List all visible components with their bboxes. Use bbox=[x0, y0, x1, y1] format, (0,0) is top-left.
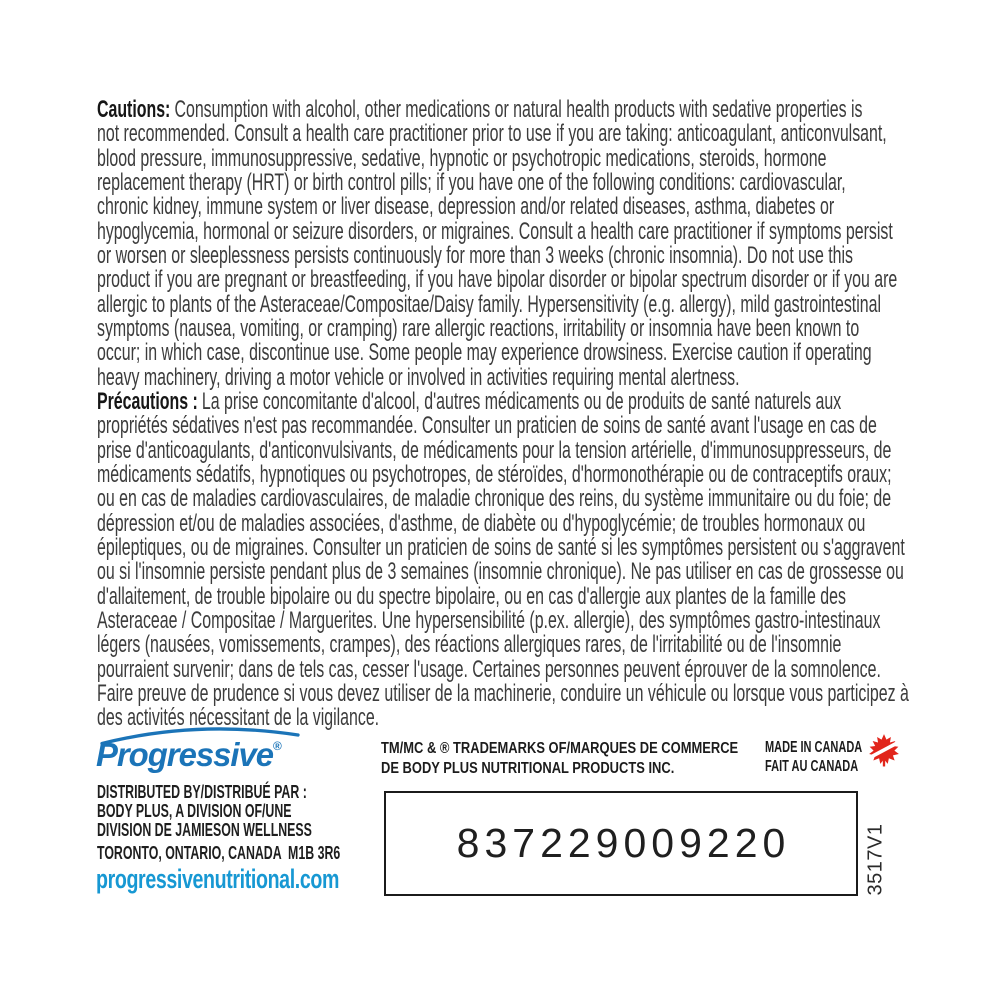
text-line: chronic kidney, immune system or liver disease, depression and/or related diseases, asthma, diabetes or bbox=[97, 193, 835, 221]
precautions-fr-paragraph bbox=[97, 390, 909, 731]
text-line: épileptiques, ou de migraines. Consulter un praticien de soins de santé si les symptômes persistent ou s'aggravent bbox=[97, 533, 905, 561]
text-line: Faire preuve de prudence si vous devez utiliser de la machinerie, conduire un véhicule ou lorsque vous participez à bbox=[97, 679, 909, 707]
lot-code-text: 3517V1 bbox=[864, 823, 887, 895]
text-line: pourraient survenir; dans de tels cas, cesser l'usage. Certaines personnes peuvent éprouver de la somnolence. bbox=[97, 655, 881, 683]
text-line: hypoglycemia, hormonal or seizure disorders, or migraines. Consult a health care practitioner if symptoms persist bbox=[97, 217, 893, 245]
maple-leaf-icon bbox=[866, 733, 902, 767]
text-line: des activités nécessitant de la vigilance. bbox=[97, 704, 380, 732]
text-line: DIVISION DE JAMIESON WELLNESS bbox=[97, 820, 312, 841]
text-line: MADE IN CANADA bbox=[765, 739, 863, 756]
trademark-lines bbox=[381, 739, 738, 778]
text-line: DE BODY PLUS NUTRITIONAL PRODUCTS INC. bbox=[381, 759, 675, 777]
text-line: product if you are pregnant or breastfeeding, if you have bipolar disorder or bipolar spectrum disorder or if you are bbox=[97, 266, 898, 294]
text-line bbox=[97, 98, 897, 122]
text-line: DISTRIBUTED BY/DISTRIBUÉ PAR : bbox=[97, 782, 307, 802]
precautions-heading: Précautions : bbox=[97, 388, 198, 415]
brand-logo bbox=[96, 736, 282, 774]
text-line: not recommended. Consult a health care practitioner prior to use if you are taking: anticoagulant, anticonvulsant, bbox=[97, 120, 887, 148]
text-line: médicaments sédatifs, hypnotiques ou psychotropes, de stéroïdes, d'hormonothérapie ou de contraceptifs oraux; bbox=[97, 460, 892, 488]
distributor-lines bbox=[97, 783, 312, 841]
text-line: TM/MC & ® TRADEMARKS OF/MARQUES DE COMMERCE bbox=[381, 740, 739, 757]
text-line: symptoms (nausea, vomiting, or cramping) rare allergic reactions, irritability or insomnia have been known to bbox=[97, 314, 860, 342]
cautions-en-lines bbox=[97, 122, 897, 390]
text-line: propriétés sédatives n'est pas recommandée. Consulter un praticien de soins de santé avant l'usage en cas de bbox=[97, 412, 877, 440]
text-line: blood pressure, immunosuppressive, sedative, hypnotic or psychotropic medications, steroids, hormone bbox=[97, 144, 827, 172]
text-line: replacement therapy (HRT) or birth control pills; if you have one of the following conditions: cardiovascular, bbox=[97, 168, 846, 196]
made-in-canada-block bbox=[765, 739, 862, 776]
cautions-en-paragraph bbox=[97, 98, 897, 390]
cautions-heading: Cautions: bbox=[97, 96, 171, 123]
text-line: légers (nausées, vomissements, crampes), des réactions allergiques rares, de l'irritabilité ou de l'insomnie bbox=[97, 631, 842, 659]
cautions-intro-text: Consumption with alcohol, other medications or natural health products with sedative properties is bbox=[174, 96, 863, 123]
distributor-block bbox=[97, 783, 312, 841]
text-line: dépression et/ou de maladies associées, d'asthme, de diabète ou d'hypoglycémie; de troubles hormonaux ou bbox=[97, 509, 866, 537]
text-line: Asteraceae / Compositae / Marguerites. Une hypersensibilité (p.ex. allergie), des symptômes gastro-intestinaux bbox=[97, 606, 881, 634]
text-line: heavy machinery, driving a motor vehicle or involved in activities requiring mental alertness. bbox=[97, 363, 740, 391]
website-url: progressivenutritional.com bbox=[96, 864, 340, 894]
text-line: or worsen or sleeplessness persists continuously for more than 3 weeks (chronic insomnia). Do not use this bbox=[97, 241, 853, 269]
text-line bbox=[97, 390, 909, 414]
text-line: ou en cas de maladies cardiovasculaires, de maladie chronique des reins, du système immunitaire ou du foie; de bbox=[97, 485, 892, 513]
text-line: d'allaitement, de trouble bipolaire ou du spectre bipolaire, ou en cas d'allergie aux plantes de la famille des bbox=[97, 582, 846, 610]
barcode-number: 837229009220 bbox=[456, 820, 791, 866]
trademark-statement bbox=[381, 739, 738, 778]
text-line: ou si l'insomnie persiste pendant plus de 3 semaines (insomnie chronique). Ne pas utiliser en cas de grossesse ou bbox=[97, 558, 904, 586]
text-line: FAIT AU CANADA bbox=[765, 757, 859, 775]
brand-name: Progressive bbox=[96, 736, 274, 773]
precautions-fr-lines bbox=[97, 414, 909, 730]
lot-code-vertical bbox=[860, 822, 892, 896]
text-line: allergic to plants of the Asteraceae/Compositae/Daisy family. Hypersensitivity (e.g. allergy), mild gastrointestinal bbox=[97, 290, 881, 318]
text-line: occur; in which case, discontinue use. Some people may experience drowsiness. Exercise caution if operating bbox=[97, 339, 872, 367]
precautions-intro-text: La prise concomitante d'alcool, d'autres médicaments ou de produits de santé naturels aux bbox=[201, 388, 842, 415]
barcode-box bbox=[384, 791, 858, 896]
text-line: prise d'anticoagulants, d'anticonvulsivants, de médicaments pour la tension artérielle, d'immunosuppresseurs, de bbox=[97, 436, 892, 464]
registered-mark: ® bbox=[273, 739, 282, 753]
made-in-lines bbox=[765, 739, 862, 776]
text-line: BODY PLUS, A DIVISION OF/UNE bbox=[97, 801, 292, 822]
address-line: TORONTO, ONTARIO, CANADA M1B 3R6 bbox=[97, 843, 341, 863]
